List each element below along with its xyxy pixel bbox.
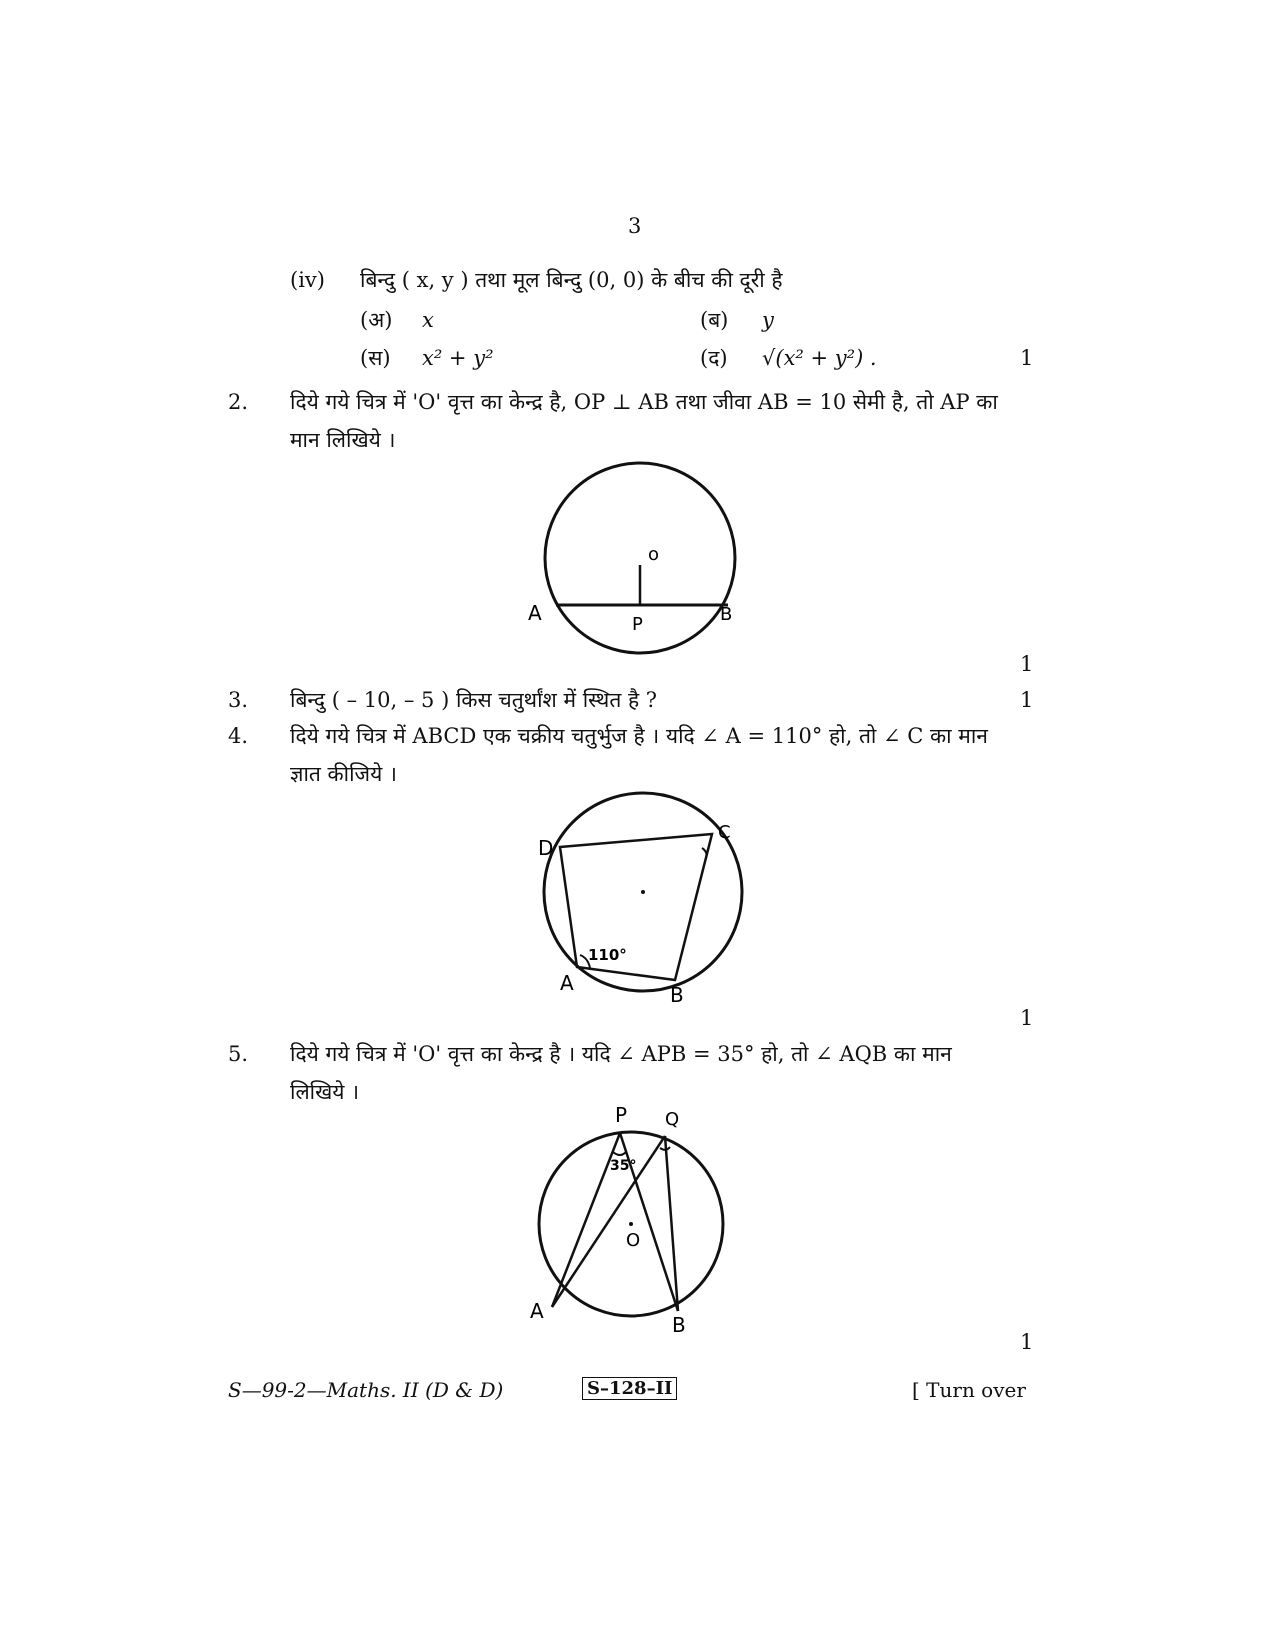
- label-q: Q: [665, 1109, 680, 1130]
- question-text-line1: दिये गये चित्र में 'O' वृत्त का केन्द्र है । यदि ∠ APB = 35° हो, तो ∠ AQB का मान: [290, 1042, 952, 1066]
- angle-c-arc: [702, 848, 707, 858]
- question-text-line1: दिये गये चित्र में 'O' वृत्त का केन्द्र है, OP ⊥ AB तथा जीवा AB = 10 सेमी है, तो AP का: [290, 390, 998, 414]
- label-o: o: [648, 544, 660, 565]
- question-number: 2.: [228, 390, 249, 414]
- circle-chord-figure: [510, 460, 770, 660]
- label-a: A: [530, 1299, 544, 1323]
- question-label: (iv): [290, 268, 325, 292]
- marks: 1: [1020, 1006, 1034, 1030]
- footer-paper-code: [582, 1378, 677, 1399]
- label-b: B: [670, 983, 684, 1007]
- question-number: 3.: [228, 688, 249, 712]
- option-label: (ब): [700, 308, 729, 332]
- question-text: बिन्दु ( x, y ) तथा मूल बिन्दु (0, 0) के बीच की दूरी है: [360, 268, 783, 292]
- turn-over-note: [ Turn over: [912, 1378, 1026, 1402]
- option-label: (अ): [360, 308, 393, 332]
- label-p: P: [632, 614, 643, 635]
- label-angle-p: 35°: [610, 1158, 637, 1174]
- label-angle-a: 110°: [588, 946, 627, 964]
- label-b: B: [720, 604, 733, 625]
- page-number: 3: [628, 214, 642, 238]
- label-c: C: [718, 822, 731, 843]
- label-p: P: [615, 1103, 628, 1127]
- line-qb: [665, 1136, 678, 1311]
- option-value: x: [422, 308, 434, 332]
- label-d: D: [538, 836, 554, 860]
- marks: 1: [1020, 1330, 1034, 1354]
- question-number: 4.: [228, 724, 249, 748]
- label-a: A: [528, 601, 542, 625]
- label-a: A: [560, 971, 574, 995]
- quadrilateral-abcd: [560, 834, 712, 980]
- center-dot: [629, 1222, 633, 1226]
- option-label: (द): [700, 346, 728, 370]
- option-label: (स): [360, 346, 391, 370]
- option-value: y: [762, 308, 774, 332]
- option-value: √(x² + y²) .: [762, 346, 877, 370]
- question-text-line2: मान लिखिये ।: [290, 428, 396, 452]
- marks: 1: [1020, 652, 1034, 676]
- marks: 1: [1020, 346, 1034, 370]
- question-text-line1: दिये गये चित्र में ABCD एक चक्रीय चतुर्भुज है । यदि ∠ A = 110° हो, तो ∠ C का मान: [290, 724, 988, 748]
- question-text-line2: ज्ञात कीजिये ।: [290, 762, 397, 786]
- footer-paper-code-text: S–128–II: [582, 1377, 677, 1400]
- footer-code: S—99-2—Maths. II (D & D): [228, 1378, 504, 1402]
- question-number: 5.: [228, 1042, 249, 1066]
- label-b: B: [672, 1313, 686, 1337]
- center-dot: [641, 890, 645, 894]
- label-o: O: [626, 1230, 641, 1251]
- cyclic-quadrilateral-figure: [520, 780, 760, 1010]
- angle-p-arc: [613, 1152, 626, 1155]
- question-text: बिन्दु ( – 10, – 5 ) किस चतुर्थांश में स्थित है ?: [290, 688, 658, 712]
- question-text-line2: लिखिये ।: [290, 1080, 360, 1104]
- marks: 1: [1020, 688, 1034, 712]
- option-value: x² + y²: [422, 346, 494, 370]
- inscribed-angle-figure: [520, 1100, 760, 1340]
